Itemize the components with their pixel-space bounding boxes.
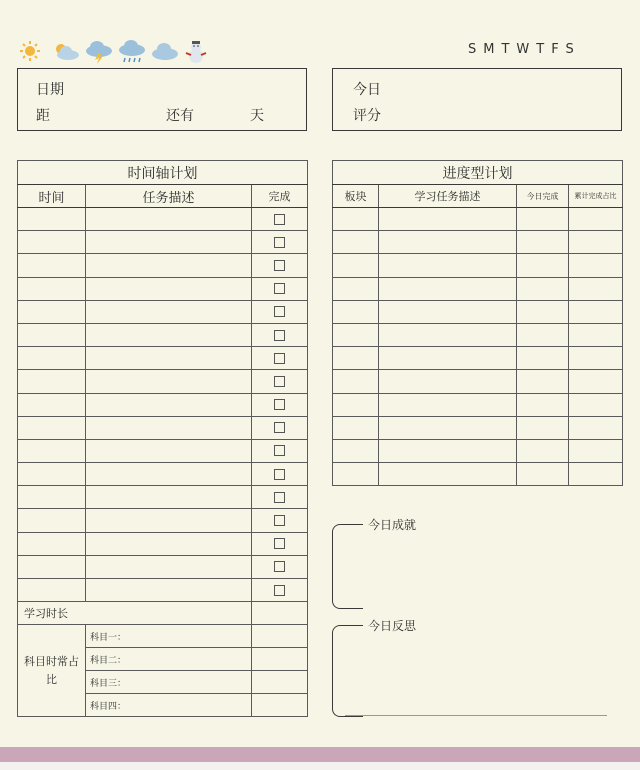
today-done-cell[interactable]: [517, 439, 569, 462]
time-cell[interactable]: [18, 323, 86, 346]
time-cell[interactable]: [18, 277, 86, 300]
cloud-icon: [150, 40, 174, 62]
done-checkbox[interactable]: [274, 469, 285, 480]
timeline-row: [18, 208, 308, 231]
block-cell[interactable]: [333, 393, 379, 416]
done-cell: [252, 579, 308, 602]
total-ratio-cell[interactable]: [569, 277, 623, 300]
done-cell: [252, 486, 308, 509]
done-checkbox[interactable]: [274, 561, 285, 572]
done-checkbox[interactable]: [274, 330, 285, 341]
done-checkbox[interactable]: [274, 353, 285, 364]
timeline-row: [18, 509, 308, 532]
timeline-row: [18, 532, 308, 555]
done-cell: [252, 347, 308, 370]
today-done-cell[interactable]: [517, 347, 569, 370]
reflection-brace: [332, 625, 363, 717]
total-ratio-cell[interactable]: [569, 393, 623, 416]
timeline-row: [18, 323, 308, 346]
time-cell[interactable]: [18, 439, 86, 462]
done-cell: [252, 509, 308, 532]
done-cell: [252, 370, 308, 393]
subject-3-value[interactable]: [252, 671, 308, 694]
subject-1: 科目一：: [86, 625, 252, 648]
task-cell[interactable]: [86, 463, 252, 486]
reflection-underline: [345, 715, 607, 716]
subject-ratio-label: 科目时常占比: [18, 625, 86, 717]
partly-sunny-icon: [51, 40, 75, 62]
study-time-value[interactable]: [252, 602, 308, 625]
study-task-cell[interactable]: [379, 323, 517, 346]
task-cell[interactable]: [86, 555, 252, 578]
timeline-row: [18, 300, 308, 323]
time-cell[interactable]: [18, 463, 86, 486]
study-task-cell[interactable]: [379, 277, 517, 300]
progress-row: [333, 416, 623, 439]
done-checkbox[interactable]: [274, 538, 285, 549]
progress-row: [333, 439, 623, 462]
bottom-band: [0, 747, 640, 762]
block-cell[interactable]: [333, 300, 379, 323]
progress-row: [333, 300, 623, 323]
progress-row: [333, 463, 623, 486]
time-cell[interactable]: [18, 393, 86, 416]
today-done-cell[interactable]: [517, 463, 569, 486]
study-task-cell[interactable]: [379, 393, 517, 416]
today-done-cell[interactable]: [517, 393, 569, 416]
col-task: 任务描述: [86, 185, 252, 208]
col-today-done: 今日完成: [517, 185, 569, 208]
block-cell[interactable]: [333, 370, 379, 393]
done-cell: [252, 254, 308, 277]
subject-4: 科目四：: [86, 694, 252, 717]
today-done-cell[interactable]: [517, 254, 569, 277]
done-cell: [252, 416, 308, 439]
snowman-icon: [183, 40, 207, 62]
today-reflection-label: 今日反思: [368, 619, 417, 633]
score-box: [332, 68, 622, 131]
achievement-brace: [332, 524, 363, 609]
study-task-cell[interactable]: [379, 370, 517, 393]
task-cell[interactable]: [86, 439, 252, 462]
time-cell[interactable]: [18, 555, 86, 578]
today-done-cell[interactable]: [517, 370, 569, 393]
countdown-prefix: 距: [36, 108, 50, 124]
done-checkbox[interactable]: [274, 399, 285, 410]
time-cell[interactable]: [18, 509, 86, 532]
today-achievement-label: 今日成就: [368, 518, 417, 532]
done-cell: [252, 439, 308, 462]
timeline-row: [18, 463, 308, 486]
date-box: [17, 68, 307, 131]
done-checkbox[interactable]: [274, 283, 285, 294]
countdown-mid: 还有: [166, 108, 194, 124]
total-ratio-cell[interactable]: [569, 254, 623, 277]
study-task-cell[interactable]: [379, 231, 517, 254]
progress-row: [333, 347, 623, 370]
countdown-suffix: 天: [250, 108, 264, 124]
timeline-row: [18, 254, 308, 277]
task-cell[interactable]: [86, 370, 252, 393]
task-cell[interactable]: [86, 300, 252, 323]
subject-1-value[interactable]: [252, 625, 308, 648]
progress-row: [333, 277, 623, 300]
subject-2: 科目二：: [86, 648, 252, 671]
task-cell[interactable]: [86, 509, 252, 532]
block-cell[interactable]: [333, 347, 379, 370]
done-cell: [252, 300, 308, 323]
done-checkbox[interactable]: [274, 306, 285, 317]
thunderstorm-icon: [84, 40, 108, 62]
time-cell[interactable]: [18, 231, 86, 254]
done-cell: [252, 555, 308, 578]
done-checkbox[interactable]: [274, 214, 285, 225]
timeline-row: [18, 439, 308, 462]
today-done-cell[interactable]: [517, 416, 569, 439]
col-block: 板块: [333, 185, 379, 208]
done-checkbox[interactable]: [274, 376, 285, 387]
col-time: 时间: [18, 185, 86, 208]
timeline-row: [18, 555, 308, 578]
progress-row: [333, 231, 623, 254]
study-task-cell[interactable]: [379, 254, 517, 277]
total-ratio-cell[interactable]: [569, 323, 623, 346]
today-done-cell[interactable]: [517, 231, 569, 254]
total-ratio-cell[interactable]: [569, 300, 623, 323]
task-cell[interactable]: [86, 579, 252, 602]
block-cell[interactable]: [333, 277, 379, 300]
week-days: SMTWTFS: [468, 42, 581, 57]
done-cell: [252, 463, 308, 486]
total-ratio-cell[interactable]: [569, 347, 623, 370]
weather-icons: [18, 40, 207, 62]
time-cell[interactable]: [18, 416, 86, 439]
score-label: 评分: [353, 108, 381, 124]
subject-3: 科目三：: [86, 671, 252, 694]
total-ratio-cell[interactable]: [569, 231, 623, 254]
task-cell[interactable]: [86, 323, 252, 346]
done-checkbox[interactable]: [274, 237, 285, 248]
progress-row: [333, 393, 623, 416]
study-task-cell[interactable]: [379, 416, 517, 439]
block-cell[interactable]: [333, 439, 379, 462]
done-checkbox[interactable]: [274, 492, 285, 503]
date-label: 日期: [36, 82, 64, 98]
done-checkbox[interactable]: [274, 515, 285, 526]
timeline-row: [18, 579, 308, 602]
block-cell[interactable]: [333, 208, 379, 231]
block-cell[interactable]: [333, 416, 379, 439]
time-cell[interactable]: [18, 208, 86, 231]
task-cell[interactable]: [86, 208, 252, 231]
block-cell[interactable]: [333, 323, 379, 346]
progress-row: [333, 370, 623, 393]
progress-plan-table: [332, 160, 623, 486]
today-done-cell[interactable]: [517, 208, 569, 231]
timeline-row: [18, 370, 308, 393]
task-cell[interactable]: [86, 486, 252, 509]
subject-2-value[interactable]: [252, 648, 308, 671]
progress-title: 进度型计划: [333, 161, 623, 185]
done-checkbox[interactable]: [274, 445, 285, 456]
total-ratio-cell[interactable]: [569, 463, 623, 486]
timeline-title: 时间轴计划: [18, 161, 308, 185]
study-task-cell[interactable]: [379, 439, 517, 462]
time-cell[interactable]: [18, 370, 86, 393]
timeline-row: [18, 486, 308, 509]
progress-row: [333, 254, 623, 277]
subject-4-value[interactable]: [252, 694, 308, 717]
total-ratio-cell[interactable]: [569, 370, 623, 393]
timeline-row: [18, 347, 308, 370]
timeline-row: [18, 231, 308, 254]
time-cell[interactable]: [18, 532, 86, 555]
study-task-cell[interactable]: [379, 463, 517, 486]
total-ratio-cell[interactable]: [569, 208, 623, 231]
timeline-row: [18, 393, 308, 416]
block-cell[interactable]: [333, 463, 379, 486]
task-cell[interactable]: [86, 532, 252, 555]
done-cell: [252, 277, 308, 300]
time-cell[interactable]: [18, 579, 86, 602]
today-done-cell[interactable]: [517, 277, 569, 300]
today-label: 今日: [353, 82, 381, 98]
time-cell[interactable]: [18, 300, 86, 323]
done-checkbox[interactable]: [274, 260, 285, 271]
block-cell[interactable]: [333, 231, 379, 254]
total-ratio-cell[interactable]: [569, 416, 623, 439]
today-done-cell[interactable]: [517, 300, 569, 323]
task-cell[interactable]: [86, 254, 252, 277]
task-cell[interactable]: [86, 347, 252, 370]
sun-icon: [18, 40, 42, 62]
task-cell[interactable]: [86, 393, 252, 416]
done-cell: [252, 208, 308, 231]
today-done-cell[interactable]: [517, 323, 569, 346]
col-study-task: 学习任务描述: [379, 185, 517, 208]
rain-icon: [117, 40, 141, 62]
timeline-row: [18, 416, 308, 439]
time-cell[interactable]: [18, 347, 86, 370]
study-task-cell[interactable]: [379, 347, 517, 370]
total-ratio-cell[interactable]: [569, 439, 623, 462]
done-cell: [252, 393, 308, 416]
study-task-cell[interactable]: [379, 300, 517, 323]
task-cell[interactable]: [86, 416, 252, 439]
block-cell[interactable]: [333, 254, 379, 277]
timeline-row: [18, 277, 308, 300]
task-cell[interactable]: [86, 277, 252, 300]
time-cell[interactable]: [18, 254, 86, 277]
study-task-cell[interactable]: [379, 208, 517, 231]
timeline-plan-table: [17, 160, 308, 717]
done-cell: [252, 231, 308, 254]
done-checkbox[interactable]: [274, 585, 285, 596]
study-time-label: 学习时长: [18, 602, 252, 625]
time-cell[interactable]: [18, 486, 86, 509]
col-total-ratio: 累计完成占比: [569, 185, 623, 208]
done-cell: [252, 323, 308, 346]
progress-row: [333, 208, 623, 231]
done-checkbox[interactable]: [274, 422, 285, 433]
done-cell: [252, 532, 308, 555]
progress-row: [333, 323, 623, 346]
col-done: 完成: [252, 185, 308, 208]
task-cell[interactable]: [86, 231, 252, 254]
bottom-strip: [0, 762, 640, 770]
